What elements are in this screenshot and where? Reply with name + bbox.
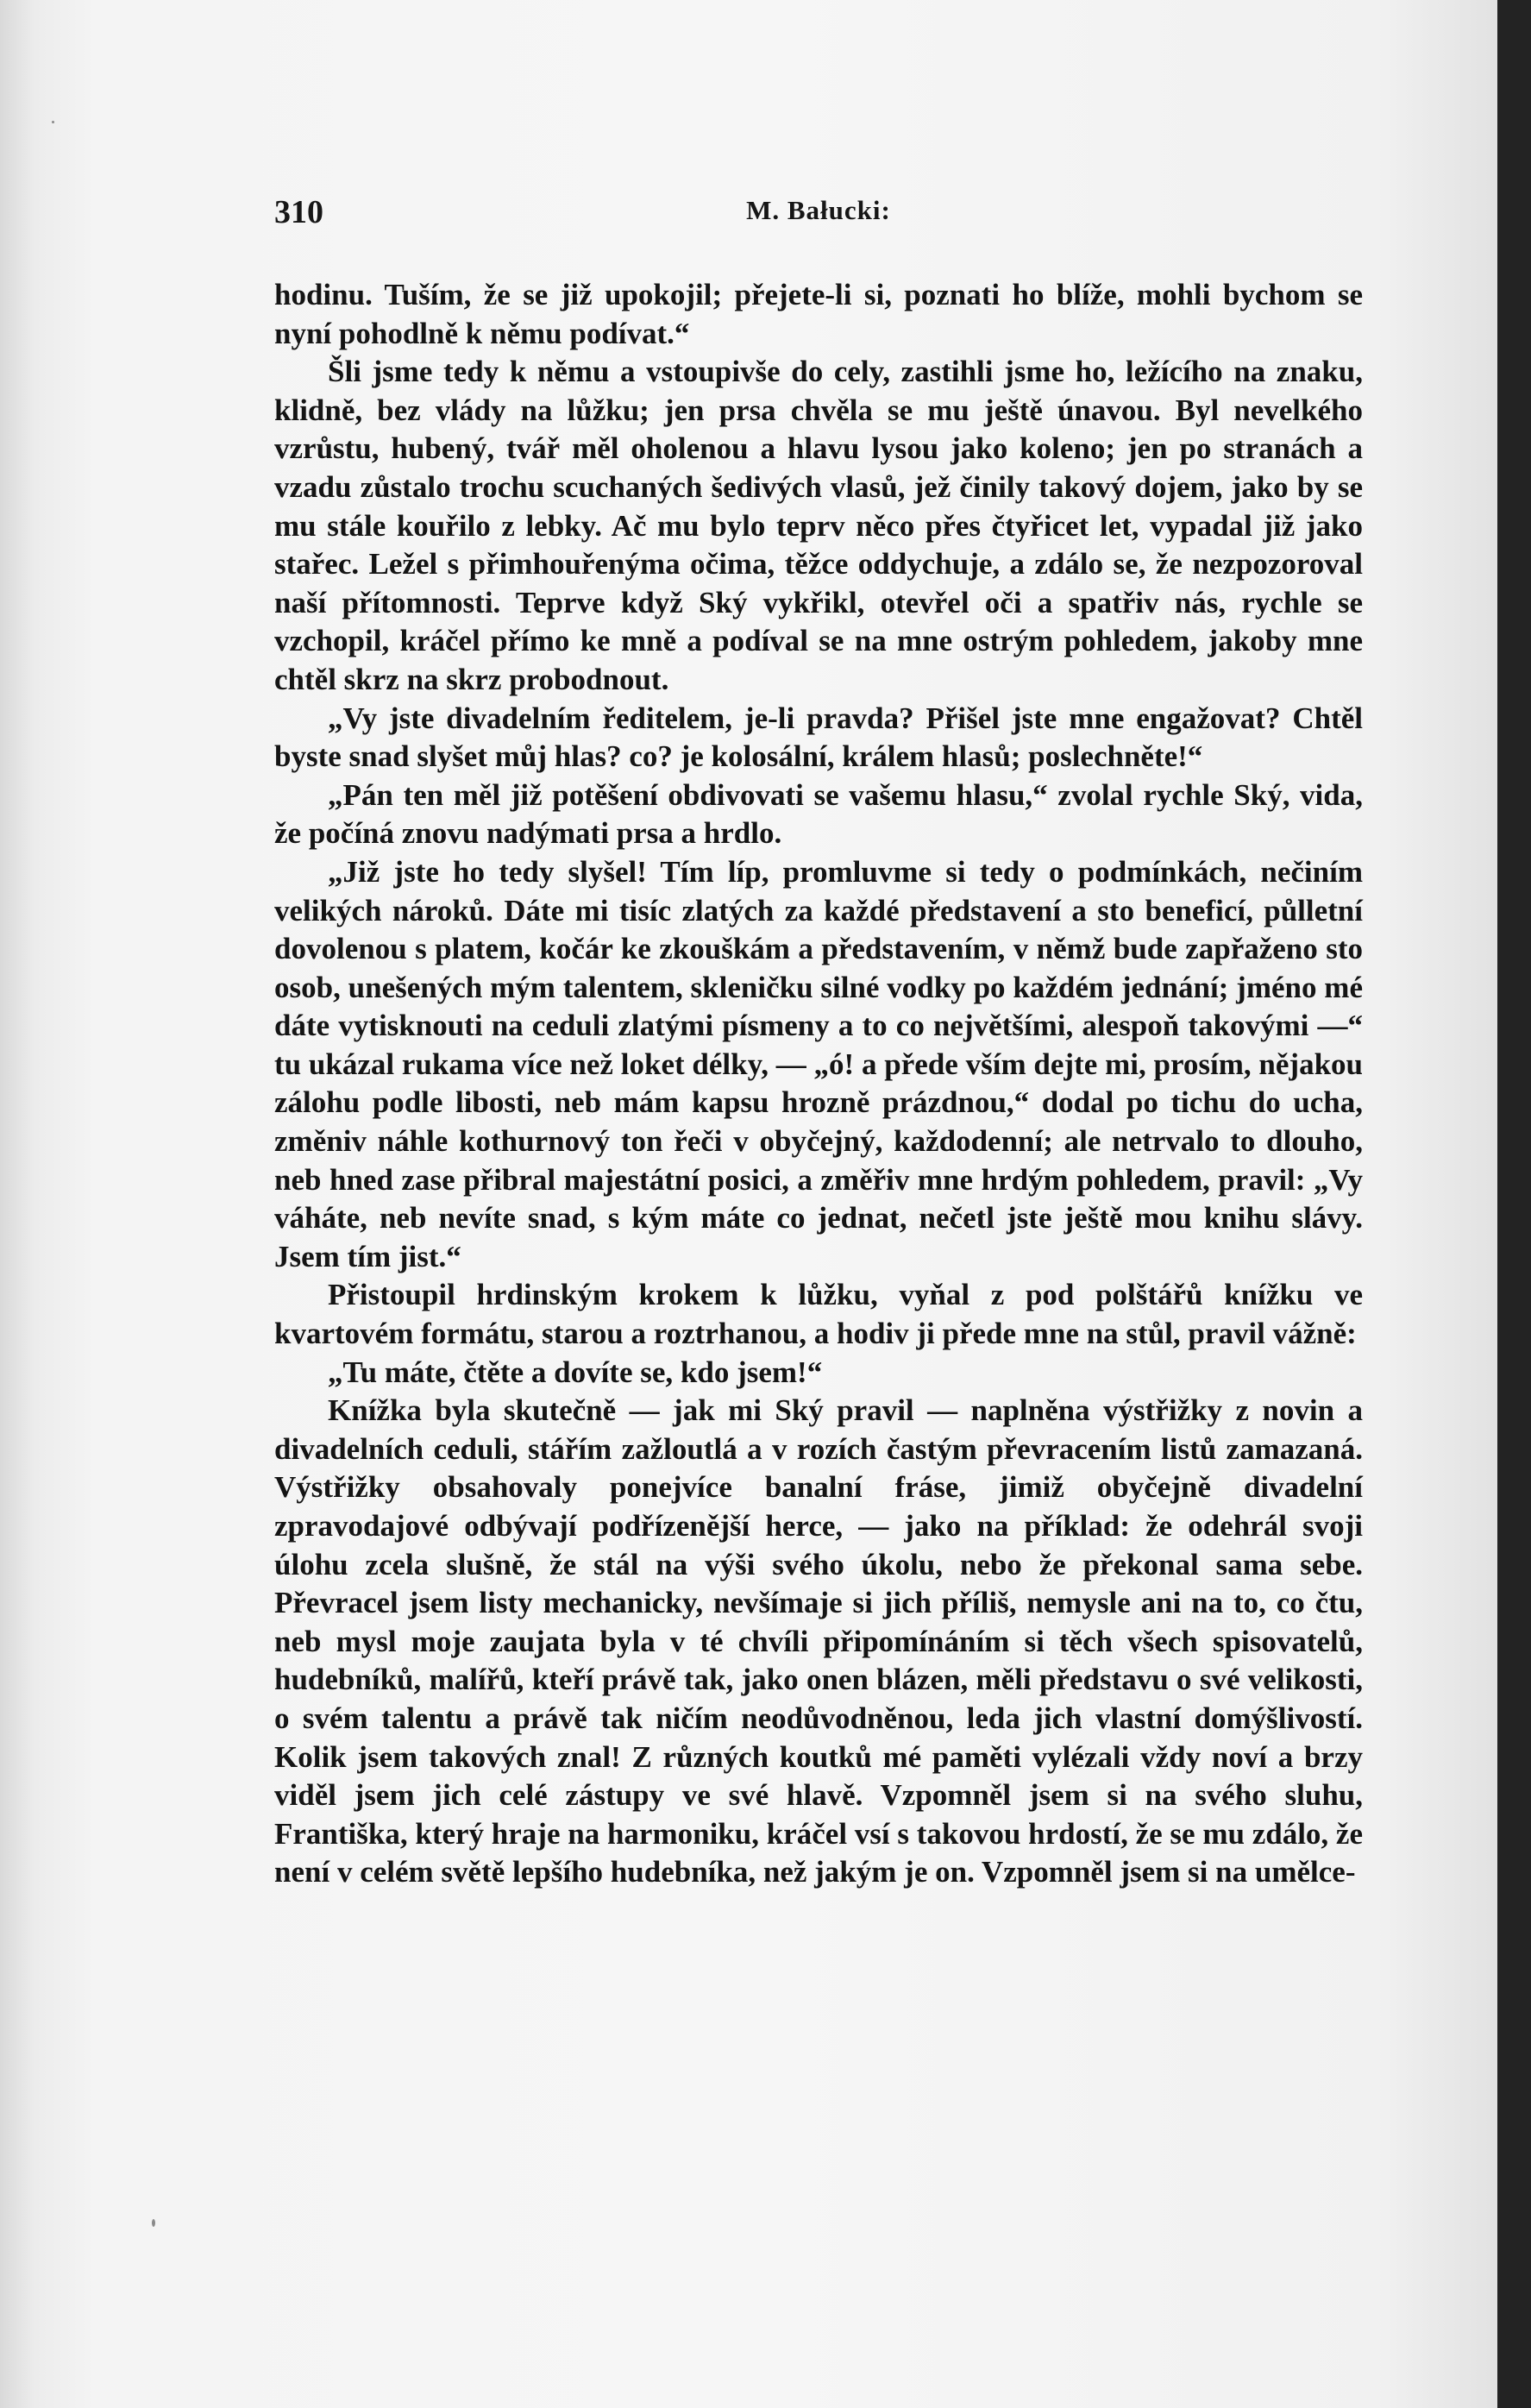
paragraph: „Pán ten měl již potěšení obdivovati se vašemu hlasu,“ zvolal rychle Ský, vida, že počíná znovu nadýmati prsa a hrdlo. — [274, 777, 1363, 851]
running-head: M. Bałucki: — [746, 195, 891, 225]
scan-speck — [152, 2219, 155, 2227]
paragraph: „Vy jste divadelním ředitelem, je-li pravda? Přišel jste mne engažovat? Chtěl byste snad slyšet můj hlas? co? je kolosální, králem hlasů; poslechněte!“ — [274, 701, 1363, 774]
page-number: 310 — [274, 194, 323, 230]
body-text — [274, 276, 1363, 1892]
paragraph: Šli jsme tedy k němu a vstoupivše do cely, zastihli jsme ho, ležícího na znaku, klidně, bez vlády na lůžku; jen prsa chvěla se mu ještě únavou. Byl nevelkého vzrůstu, hubený, tvář měl oholenou a hlavu lysou jako koleno; jen po stranách a vzadu zůstalo trochu scuchaných šedivých vlasů, jež činily takový dojem, jako by se mu stále kouřilo z lebky. Ač mu bylo teprv něco přes čtyřicet let, vypadal již jako stařec. Ležel s přimhouřenýma očima, těžce oddychuje, a zdálo se, že nezpozoroval naší přítomnosti. Teprve když Ský vykřikl, otevřel oči a spatřiv nás, rychle se vzchopil, kráčel přímo ke mně a podíval se na mne ostrým pohledem, jakoby mne chtěl skrz na skrz probodnout. — [274, 355, 1363, 696]
paragraph: „Již jste ho tedy slyšel! Tím líp, promluvme si tedy o podmínkách, nečiním velikých nároků. Dáte mi tisíc zlatých za každé představení a sto beneficí, půlletní dovolenou s platem, kočár ke zkouškám a představením, v němž bude zapřaženo sto osob, unešených mým talentem, skleničku silné vodky po každém jednání; jméno mé dáte vytisknouti na ceduli zlatými písmeny a to co největšími, alespoň takovými —“ tu ukázal rukama více než loket délky, — „ó! a přede vším dejte mi, prosím, nějakou zálohu podle libosti, neb mám kapsu hrozně prázdnou,“ dodal po tichu do ucha, změniv náhle kothurnový ton řeči v obyčejný, každodenní; ale netrvalo to dlouho, neb hned zase přibral majestátní posici, a změřiv mne hrdým pohledem, pravil: „Vy váháte, neb nevíte snad, s kým máte co jednat, nečetl jste ještě mou knihu slávy. Jsem tím jist.“ — [274, 854, 1363, 1273]
paragraph: „Tu máte, čtěte a dovíte se, kdo jsem!“ — [328, 1355, 823, 1389]
paragraph: Knížka byla skutečně — jak mi Ský pravil — naplněna výstřižky z novin a divadelních ceduli, stářím zažloutlá a v rozích častým převracením listů zamazaná. Výstřižky obsahovaly ponejvíce banalní fráse, jimiž obyčejně divadelní zpravodajové odbývají podřízenější herce, — jako na příklad: že odehrál svoji úlohu zcela slušně, že stál na výši svého úkolu, nebo že překonal sama sebe. Převracel jsem listy mechanicky, nevšímaje si jich příliš, nemysle ani na to, co čtu, neb mysl moje zaujata byla v té chvíli připomínáním si těch všech spisovatelů, hudebníků, malířů, kteří právě tak, jako onen blázen, měli představu o své velikosti, o svém talentu a právě tak ničím neodůvodněnou, leda jich vlastní domýšlivostí. Kolik jsem takových znal! Z různých koutků mé paměti vylézali vždy noví a brzy viděl jsem jich celé zástupy ve své hlavě. Vzpomněl jsem si na svého sluhu, Františka, který hraje na harmoniku, kráčel vsí s takovou hrdostí, že se mu zdálo, že není v celém světě lepšího hudebníka, než jakým je on. Vzpomněl jsem si na umělce- — [274, 1393, 1363, 1889]
scan-speck — [52, 121, 54, 123]
paragraph: hodinu. Tuším, že se již upokojil; přejete-li si, poznati ho blíže, mohli bychom se nyní pohodlně k němu podívat.“ — [274, 278, 1363, 350]
page-header — [274, 193, 1363, 238]
paragraph: Přistoupil hrdinským krokem k lůžku, vyňal z pod polštářů knížku ve kvartovém formátu, starou a roztrhanou, a hodiv ji přede mne na stůl, pravil vážně: — [274, 1278, 1363, 1351]
